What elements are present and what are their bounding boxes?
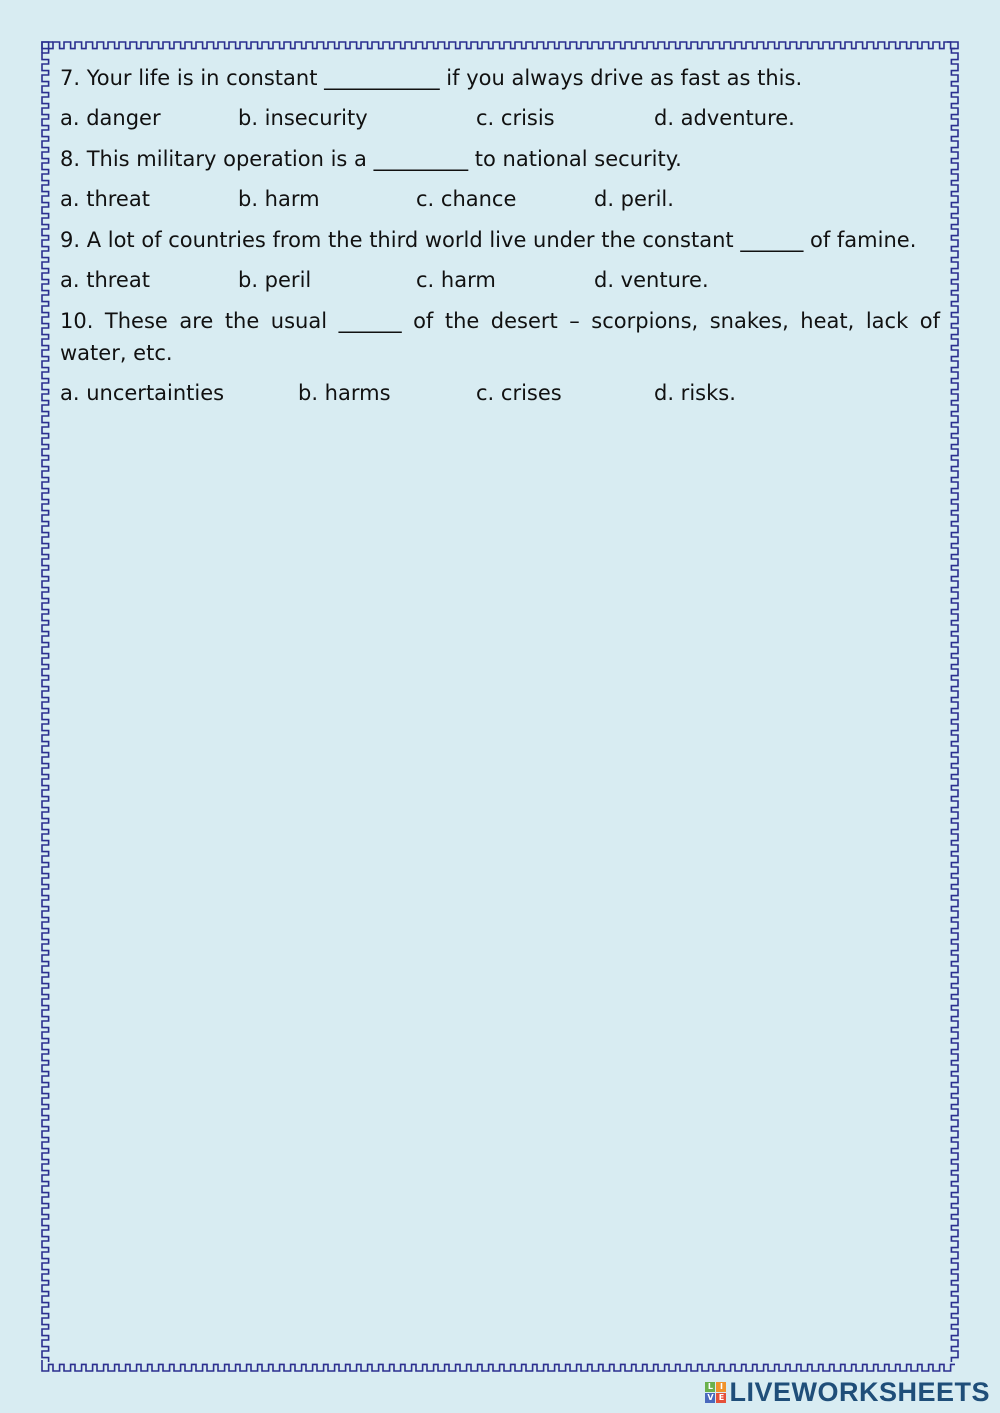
border-pattern [947, 42, 958, 1362]
logo-letter: L [705, 1382, 715, 1392]
option-d[interactable]: d. venture. [594, 268, 709, 292]
option-c[interactable]: c. harm [416, 268, 496, 292]
option-b[interactable]: b. harm [238, 187, 320, 211]
question-10-stem: 10. These are the usual ______ of the desert – scorpions, snakes, heat, lack of water, etc. [60, 309, 940, 365]
logo-letter: I [716, 1382, 726, 1392]
option-c[interactable]: c. chance [416, 187, 517, 211]
question-7-stem: 7. Your life is in constant ___________ if you always drive as fast as this. [60, 66, 803, 90]
option-b[interactable]: b. peril [238, 268, 312, 292]
logo-letter: E [716, 1393, 726, 1403]
question-9-options [60, 264, 940, 296]
option-a[interactable]: a. threat [60, 268, 150, 292]
option-d[interactable]: d. adventure. [654, 106, 795, 130]
option-c[interactable]: c. crises [476, 381, 562, 405]
question-8-options [60, 183, 940, 215]
question-10-options [60, 377, 940, 409]
question-8-stem: 8. This military operation is a _________ to national security. [60, 147, 682, 171]
border-pattern [42, 42, 53, 1362]
logo-mark-icon [705, 1382, 726, 1403]
option-a[interactable]: a. danger [60, 106, 161, 130]
worksheet-content [60, 62, 940, 418]
option-c[interactable]: c. crisis [476, 106, 555, 130]
option-d[interactable]: d. risks. [654, 381, 736, 405]
question-7-options [60, 102, 940, 134]
logo-text: LIVEWORKSHEETS [729, 1376, 990, 1407]
liveworksheets-logo [705, 1377, 990, 1407]
option-d[interactable]: d. peril. [594, 187, 674, 211]
option-a[interactable]: a. threat [60, 187, 150, 211]
option-a[interactable]: a. uncertainties [60, 381, 225, 405]
option-b[interactable]: b. harms [298, 381, 391, 405]
option-b[interactable]: b. insecurity [238, 106, 368, 130]
border-pattern [42, 42, 955, 53]
question-9-stem: 9. A lot of countries from the third world live under the constant ______ of famine. [60, 228, 917, 252]
border-pattern [42, 1360, 955, 1371]
logo-letter: V [707, 1392, 714, 1402]
